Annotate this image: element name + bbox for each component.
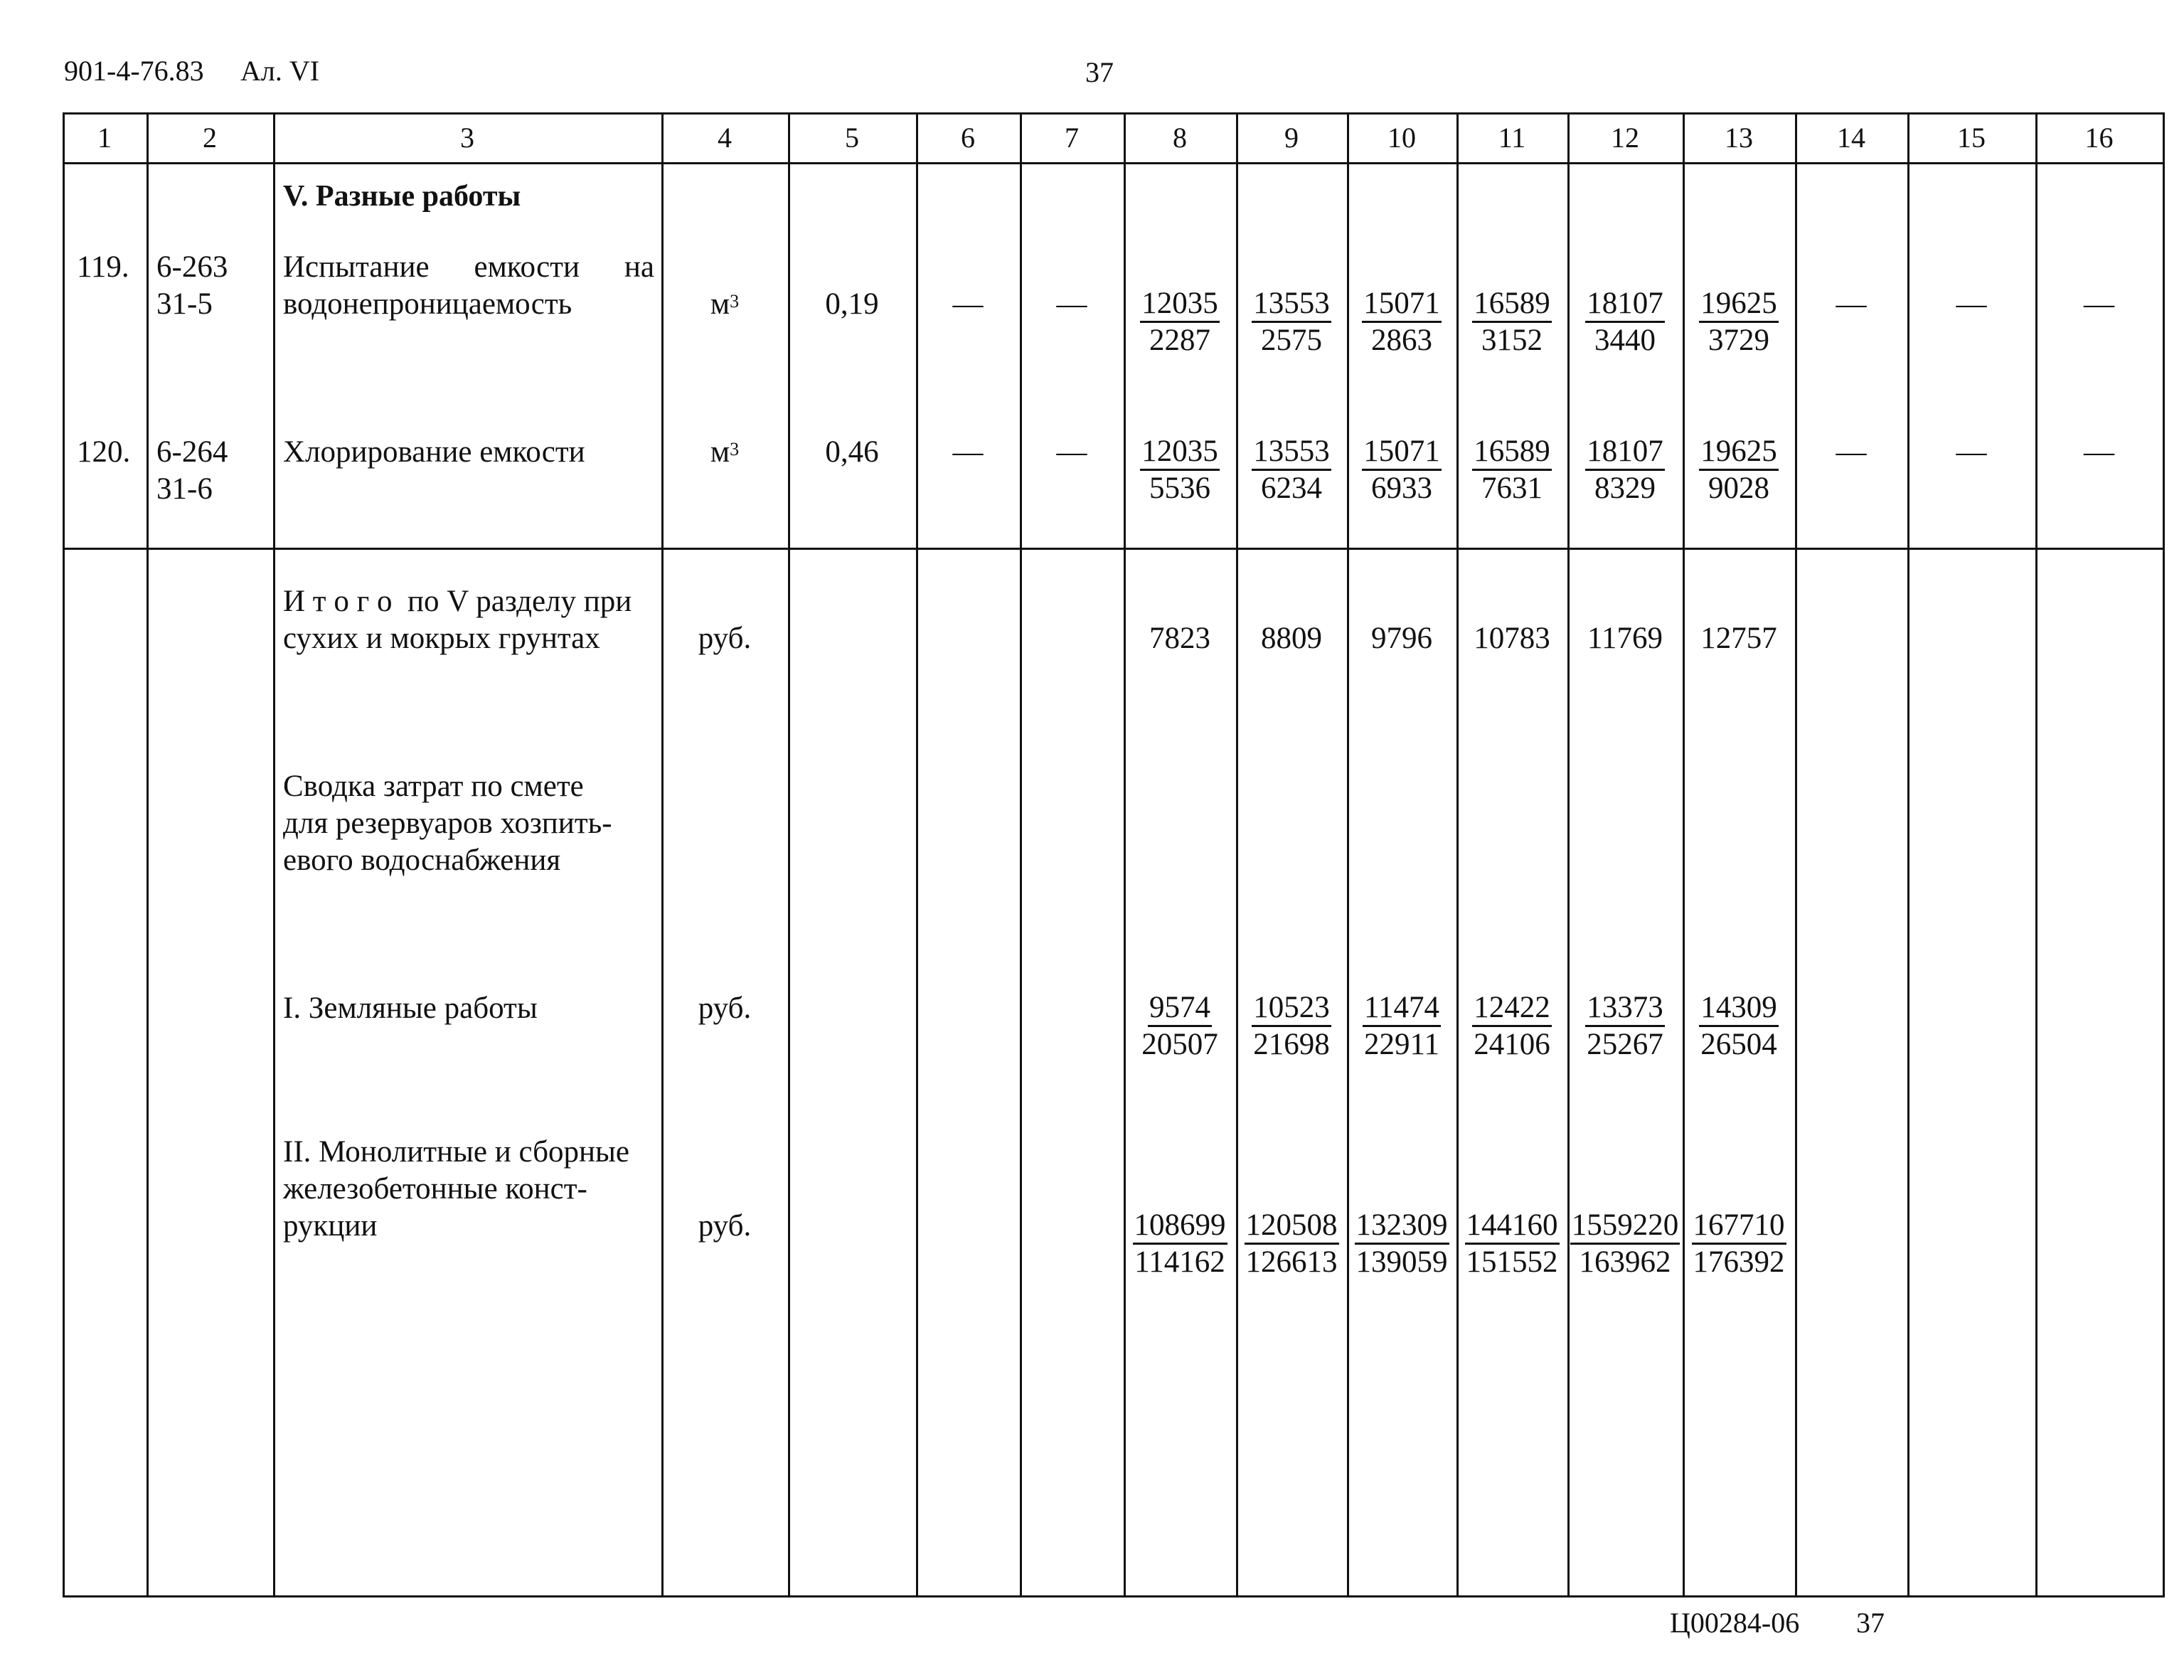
footer-page-number: 37 [1856,1607,1885,1639]
col-header-9: 9 [1284,122,1299,154]
row-120-price-12 [1567,434,1683,506]
row-120-price-11-den: 7631 [1481,472,1543,505]
concrete-price-12-num: 1559220 [1570,1208,1680,1245]
concrete-price-12 [1567,1208,1683,1280]
total-label-line-1: И т о г о по V разделу при [283,585,632,618]
row-120-price-8 [1124,434,1236,506]
earth-price-9 [1236,990,1347,1063]
concrete-price-13 [1683,1208,1795,1280]
col-header-3: 3 [460,122,474,154]
row-120-description: Хлорирование емкости [283,435,585,469]
row-119-price-8-num: 12035 [1140,287,1220,323]
row-120-col14: — [1836,435,1867,469]
row-120-price-10-num: 15071 [1362,435,1442,471]
row-120-code-1: 6-264 [156,435,228,469]
row-119-price-12-num: 18107 [1585,287,1665,323]
earth-price-13 [1683,990,1795,1063]
concrete-line-1: II. Монолитные и сборные [283,1135,629,1169]
table-top-border [63,112,2165,115]
col-rule-15 [2035,112,2037,1597]
summary-line-3: евого водоснабжения [283,844,561,877]
row-119-code-1: 6-263 [156,250,228,284]
row-119-price-12-den: 3440 [1594,324,1656,357]
earth-works-title: I. Земляные работы [283,991,538,1025]
earth-price-10 [1347,990,1456,1063]
col-rule-1 [147,112,149,1597]
row-119-price-8-den: 2287 [1149,324,1210,357]
earth-price-11-num: 12422 [1472,991,1552,1027]
col-header-13: 13 [1725,122,1753,154]
col-rule-0 [63,112,65,1597]
concrete-price-13-den: 176392 [1693,1245,1785,1279]
row-120-price-8-den: 5536 [1149,472,1210,505]
col-rule-16 [2163,112,2165,1597]
section-title: V. Разные работы [283,180,521,213]
row-120-col16: — [2084,435,2114,469]
col-header-14: 14 [1837,122,1865,154]
total-value-10: 9796 [1371,622,1432,655]
row-119-unit-text: м [710,287,730,321]
concrete-price-9-den: 126613 [1245,1245,1338,1279]
col-header-16: 16 [2084,122,2114,154]
row-119-code-2: 31-5 [156,287,213,321]
col-header-6: 6 [961,122,975,154]
row-120-number: 120. [77,435,131,469]
concrete-price-9-num: 120508 [1245,1208,1339,1245]
footer-code: Ц00284-06 [1670,1607,1800,1639]
row-119-price-13 [1683,286,1795,358]
concrete-price-12-den: 163962 [1579,1245,1671,1279]
row-120-price-13-num: 19625 [1699,435,1779,471]
table-bottom-border [63,1595,2165,1597]
total-value-9: 8809 [1261,622,1322,655]
row-119-price-10-num: 15071 [1362,287,1442,323]
earth-works-unit: руб. [698,991,752,1025]
col-rule-2 [273,112,275,1597]
earth-price-9-den: 21698 [1253,1028,1330,1061]
row-119-price-9-num: 13553 [1252,287,1331,323]
row-119-price-13-den: 3729 [1708,324,1769,357]
row-120-price-9 [1236,434,1347,506]
row-120-price-10 [1347,434,1456,506]
row-120-price-12-num: 18107 [1585,435,1665,471]
concrete-line-2: железобетонные конст- [283,1172,587,1206]
col-header-8: 8 [1173,122,1187,154]
col-rule-6 [1020,112,1022,1597]
row-119-col16: — [2084,287,2114,321]
row-120-unit-text: м [710,435,730,469]
row-119-price-13-num: 19625 [1699,287,1779,323]
total-label-line-2: сухих и мокрых грунтах [283,622,600,655]
items-bottom-border [63,548,2165,550]
earth-price-12-den: 25267 [1587,1028,1663,1061]
col-rule-4 [788,112,790,1597]
row-119-price-12 [1567,286,1683,358]
row-119-number: 119. [77,250,129,284]
row-120-price-13 [1683,434,1795,506]
concrete-price-9 [1236,1208,1347,1280]
row-119-price-10 [1347,286,1456,358]
row-119-unit [661,286,788,323]
summary-line-1: Сводка затрат по смете [283,770,584,803]
row-119-col14: — [1836,287,1867,321]
total-value-13: 12757 [1700,622,1777,655]
row-120-col7: — [1056,435,1087,469]
row-119-price-10-den: 2863 [1371,324,1432,357]
earth-price-13-den: 26504 [1700,1028,1777,1061]
concrete-price-10 [1347,1208,1456,1280]
col-header-11: 11 [1498,122,1526,154]
row-119-col6: — [952,287,984,321]
concrete-price-11 [1456,1208,1567,1280]
earth-price-8-den: 20507 [1141,1028,1218,1061]
row-120-price-11 [1456,434,1567,506]
col-header-12: 12 [1611,122,1639,154]
row-119-price-9-den: 2575 [1261,324,1322,357]
concrete-price-8-den: 114162 [1134,1245,1225,1279]
earth-price-9-num: 10523 [1252,991,1331,1027]
row-120-col15: — [1956,435,1987,469]
row-119-quantity: 0,19 [825,287,879,321]
row-120-price-13-den: 9028 [1708,472,1769,505]
concrete-price-11-num: 144160 [1465,1208,1560,1245]
earth-price-8-num: 9574 [1148,991,1212,1027]
page-number-top: 37 [1085,56,1114,88]
total-unit: руб. [698,622,752,655]
concrete-price-8 [1124,1208,1236,1280]
row-120-price-9-den: 6234 [1261,472,1322,505]
concrete-price-13-num: 167710 [1692,1208,1786,1245]
row-119-description: Испытание емкости на водонепроницаемость [283,250,654,321]
row-120-price-12-den: 8329 [1594,472,1656,505]
row-119-col15: — [1956,287,1987,321]
row-119-unit-sup: 3 [730,291,740,312]
col-header-1: 1 [97,122,112,154]
earth-price-10-den: 22911 [1364,1028,1439,1061]
col-header-7: 7 [1065,122,1079,154]
row-120-price-11-num: 16589 [1472,435,1552,471]
row-119-price-9 [1236,286,1347,358]
header-row-border [63,162,2165,164]
col-rule-5 [916,112,918,1597]
row-119-price-11-den: 3152 [1481,324,1543,357]
row-120-unit-sup: 3 [730,439,740,459]
earth-price-12-num: 13373 [1585,991,1665,1027]
col-header-5: 5 [845,122,859,154]
row-119-price-11-num: 16589 [1472,287,1552,323]
col-header-15: 15 [1957,122,1986,154]
row-119-col7: — [1056,287,1087,321]
concrete-price-10-num: 132309 [1355,1208,1449,1245]
row-119-price-11 [1456,286,1567,358]
row-120-price-9-num: 13553 [1252,435,1331,471]
col-header-10: 10 [1387,122,1416,154]
col-header-2: 2 [203,122,217,154]
earth-price-11 [1456,990,1567,1063]
row-120-quantity: 0,46 [825,435,879,469]
col-rule-14 [1907,112,1909,1597]
concrete-line-3: рукции [283,1209,378,1243]
col-header-4: 4 [718,122,732,154]
earth-price-8 [1124,990,1236,1063]
estimate-table [63,112,2165,1597]
doc-code: 901-4-76.83 [64,55,204,87]
album-label: Ал. VI [240,55,320,87]
col-rule-3 [661,112,664,1597]
summary-line-2: для резервуаров хозпить- [283,807,612,840]
concrete-price-8-num: 108699 [1133,1208,1227,1245]
col-rule-13 [1795,112,1797,1597]
row-120-unit [661,434,788,471]
total-value-8: 7823 [1149,622,1210,655]
earth-price-13-num: 14309 [1699,991,1779,1027]
concrete-unit: руб. [698,1209,752,1243]
concrete-price-11-den: 151552 [1466,1245,1558,1279]
row-120-col6: — [952,435,984,469]
row-119-price-8 [1124,286,1236,358]
earth-price-11-den: 24106 [1474,1028,1550,1061]
total-value-11: 10783 [1474,622,1550,655]
row-120-code-2: 31-6 [156,472,213,506]
concrete-price-10-den: 139059 [1355,1245,1448,1279]
earth-price-10-num: 11474 [1363,991,1441,1027]
earth-price-12 [1567,990,1683,1063]
row-120-price-8-num: 12035 [1140,435,1220,471]
total-value-12: 11769 [1587,622,1663,655]
row-120-price-10-den: 6933 [1371,472,1432,505]
